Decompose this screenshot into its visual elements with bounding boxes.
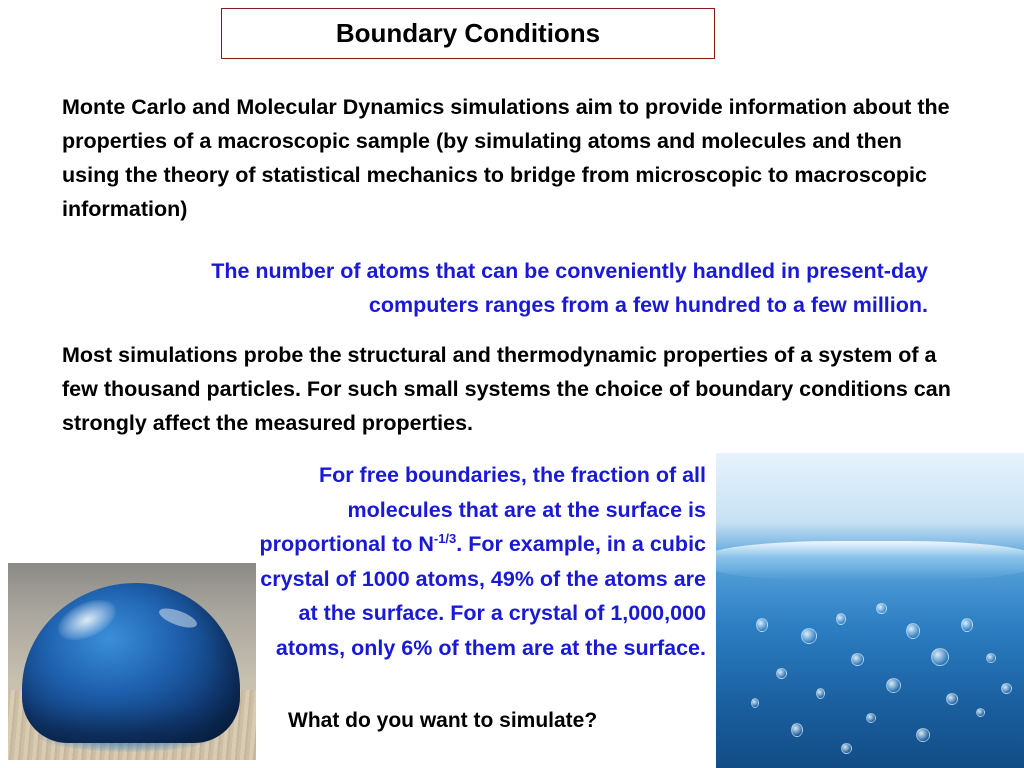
atoms-range-note: The number of atoms that can be conveniently handled in present-day computers ranges from a few hundred to a few million. (211, 259, 928, 317)
boundary-paragraph: Most simulations probe the structural and thermodynamic properties of a system of a few thousand particles. For such small systems the choice of boundary conditions can strongly affect the measured properties. (62, 343, 951, 435)
underwater-bubbles-image (716, 453, 1024, 768)
free-boundaries-note (240, 458, 706, 665)
question-text: What do you want to simulate? (288, 709, 598, 732)
water-drop-image (8, 563, 256, 760)
slide-title: Boundary Conditions (221, 8, 715, 59)
exponent-superscript: -1/3 (433, 530, 457, 546)
free-boundaries-text-1: For free boundaries, the fraction of all molecules that are at the surface is proportional to N (259, 463, 706, 556)
free-boundaries-text-2: . For example, in a cubic crystal of 1000 atoms, 49% of the atoms are at the surface. For a crystal of 1,000,000 atoms, only 6% of them are at the surface. (260, 532, 706, 660)
intro-paragraph: Monte Carlo and Molecular Dynamics simulations aim to provide information about the properties of a macroscopic sample (by simulating atoms and molecules and then using the theory of statistical mechanics to bridge from microscopic to macroscopic information) (62, 95, 950, 221)
